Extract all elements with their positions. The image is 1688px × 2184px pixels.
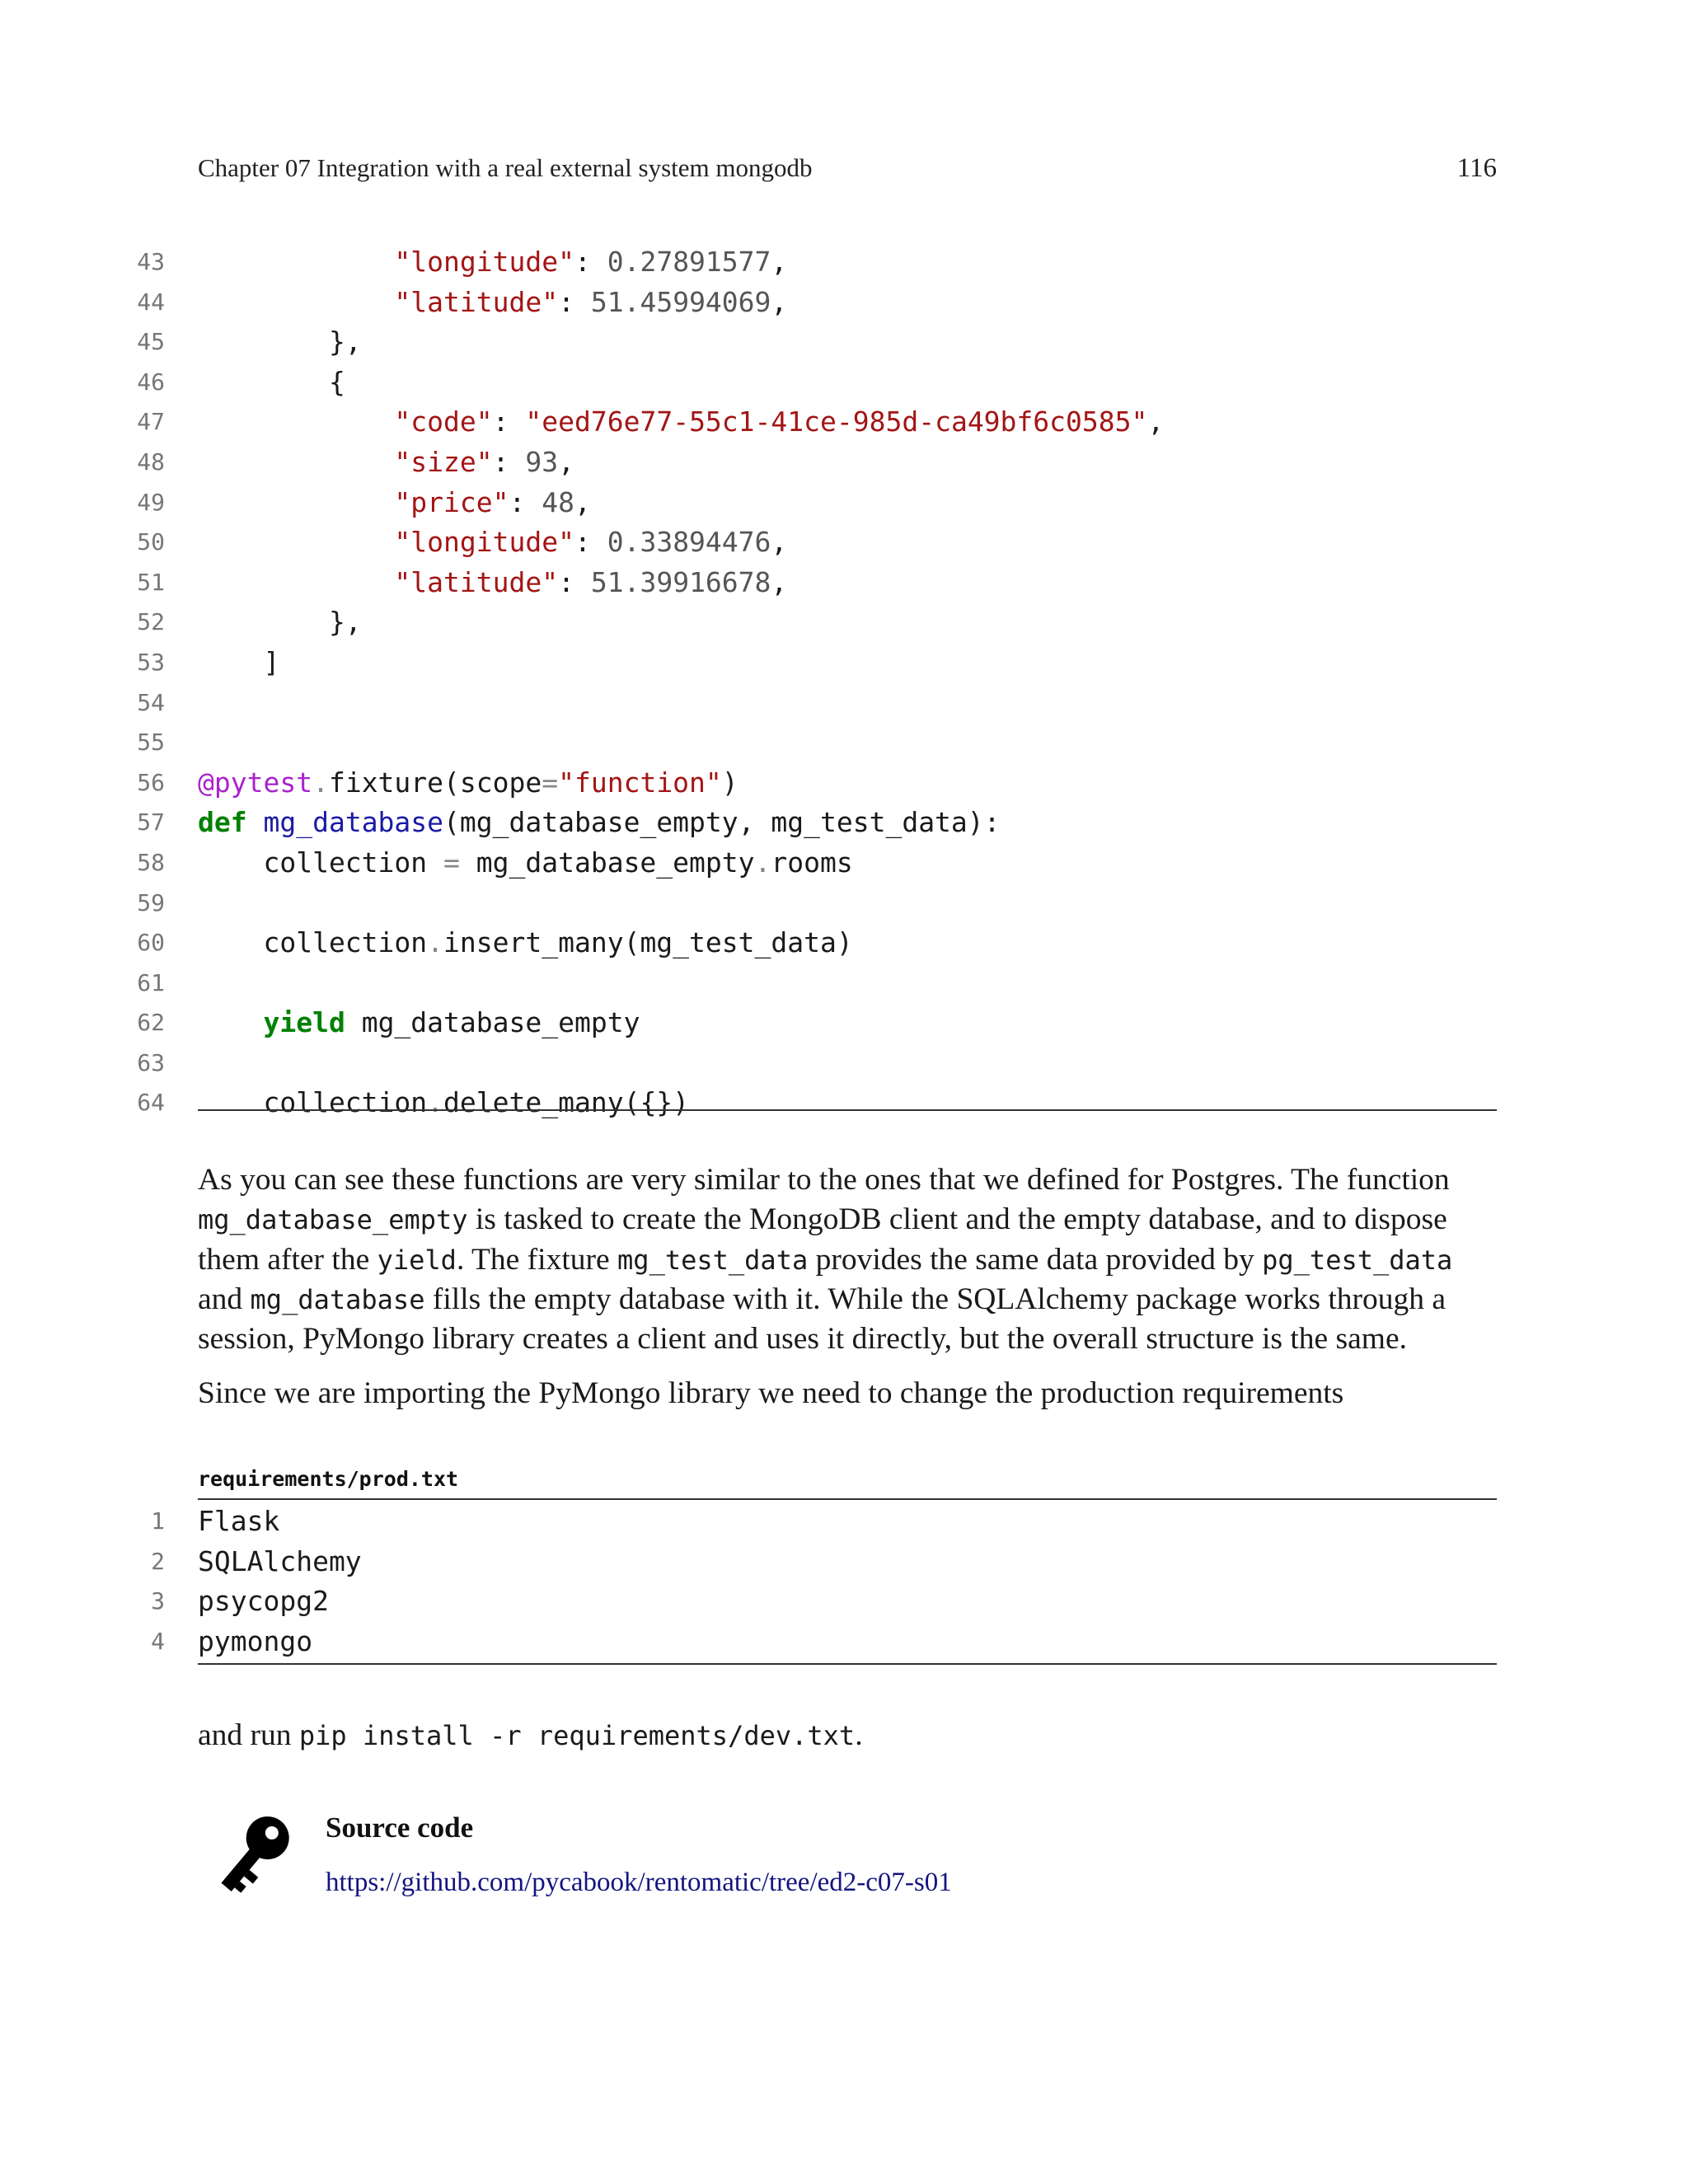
paragraph-text: Since we are importing the PyMongo library we need to change the production requirements	[198, 1376, 1344, 1410]
code-text: "size": 93,	[394, 445, 575, 478]
line-number: 55	[137, 729, 165, 757]
line-number: 52	[137, 608, 165, 636]
line-number: 59	[137, 888, 165, 916]
line-number: 58	[137, 848, 165, 876]
code-line	[0, 1083, 1497, 1123]
inline-code: pg_test_data	[1262, 1244, 1453, 1276]
code-text: collection.delete_many({})	[198, 1086, 690, 1119]
inline-code: yield	[377, 1244, 457, 1276]
paragraph-text: and	[198, 1282, 251, 1316]
code-text: },	[198, 326, 362, 359]
paragraph-text: is tasked to create the MongoDB client and the empty database, and to dispose them after the	[198, 1202, 1447, 1277]
paragraph-text: fills the empty database with it. While the SQLAlchemy package works through a session, PyMongo library creates a client and uses it directly, but the overall structure is the same.	[198, 1282, 1447, 1357]
code-text: "price": 48,	[394, 485, 591, 518]
code-text: collection = mg_database_empty.rooms	[198, 846, 853, 879]
code-line	[0, 683, 1497, 724]
line-number: 1	[151, 1507, 165, 1535]
line-number: 48	[137, 448, 165, 476]
code-line	[0, 523, 1497, 563]
code-line	[0, 803, 1497, 843]
paragraph-run-install	[198, 1716, 1500, 1755]
line-number: 49	[137, 488, 165, 516]
code-line	[0, 563, 1497, 603]
line-number: 44	[137, 288, 165, 316]
code-block-bottom-rule	[198, 1663, 1497, 1665]
line-number: 54	[137, 688, 165, 716]
code-line	[0, 843, 1497, 883]
code-line	[0, 763, 1497, 804]
code-line	[0, 963, 1497, 1004]
line-number: 3	[151, 1587, 165, 1615]
code-line	[0, 643, 1497, 683]
code-text: Flask	[198, 1505, 280, 1537]
code-text: "code": "eed76e77-55c1-41ce-985d-ca49bf6c0585",	[394, 405, 1165, 438]
code-line	[0, 723, 1497, 763]
code-text: ]	[198, 645, 280, 678]
line-number: 50	[137, 528, 165, 556]
line-number: 57	[137, 808, 165, 837]
code-text: "latitude": 51.45994069,	[394, 285, 788, 318]
line-number: 63	[137, 1048, 165, 1076]
page-number: 116	[1456, 153, 1497, 183]
paragraph-text: . The fixture	[456, 1242, 618, 1277]
code-line	[0, 363, 1497, 403]
code-text: "longitude": 0.33894476,	[394, 526, 788, 559]
code-file-caption: requirements/prod.txt	[198, 1467, 459, 1491]
code-line	[0, 322, 1497, 363]
code-text: "latitude": 51.39916678,	[394, 565, 788, 598]
code-block-bottom-rule	[198, 1109, 1497, 1111]
line-number: 53	[137, 648, 165, 676]
line-number: 61	[137, 968, 165, 996]
code-block-requirements	[0, 1502, 1497, 1661]
line-number: 46	[137, 368, 165, 396]
line-number: 47	[137, 408, 165, 436]
code-line	[0, 283, 1497, 323]
paragraph-requirements-intro	[198, 1374, 1500, 1413]
code-text: {	[198, 365, 345, 398]
paragraph-text: and run	[198, 1718, 299, 1752]
inline-code: pip install -r requirements/dev.txt	[298, 1720, 856, 1751]
line-number: 60	[137, 929, 165, 957]
line-number: 2	[151, 1547, 165, 1575]
paragraph-explanation	[198, 1160, 1500, 1359]
code-line	[0, 883, 1497, 924]
code-line	[0, 443, 1497, 483]
code-text: psycopg2	[198, 1585, 329, 1618]
code-line	[0, 483, 1497, 523]
code-text: pymongo	[198, 1624, 313, 1657]
line-number: 4	[151, 1627, 165, 1655]
code-line	[0, 242, 1497, 283]
code-text: yield mg_database_empty	[263, 1006, 640, 1039]
code-text: },	[198, 606, 362, 639]
code-line	[0, 602, 1497, 643]
code-line	[0, 1003, 1497, 1043]
paragraph-text: As you can see these functions are very similar to the ones that we defined for Postgres. The function	[198, 1163, 1450, 1197]
source-code-link[interactable]: https://github.com/pycabook/rentomatic/tree/ed2-c07-s01	[326, 1868, 952, 1897]
line-number: 51	[137, 568, 165, 596]
code-text: @pytest.fixture(scope="function")	[198, 766, 738, 799]
code-text: collection.insert_many(mg_test_data)	[198, 926, 853, 959]
chapter-title: Chapter 07 Integration with a real external system mongodb	[198, 153, 813, 182]
tip-title: Source code	[326, 1811, 474, 1844]
code-line	[0, 1043, 1497, 1084]
code-line	[0, 923, 1497, 963]
line-number: 64	[137, 1089, 165, 1117]
inline-code: mg_database_empty	[198, 1204, 468, 1236]
code-text: def mg_database(mg_database_empty, mg_test_data):	[198, 806, 1001, 839]
code-block-fixture	[0, 242, 1497, 1123]
line-number: 43	[137, 248, 165, 275]
source-code-tip	[198, 1797, 1497, 1912]
code-line	[0, 1502, 1497, 1542]
code-line	[0, 402, 1497, 443]
key-icon	[213, 1808, 295, 1900]
inline-code: mg_test_data	[617, 1244, 809, 1276]
line-number: 45	[137, 328, 165, 356]
code-line	[0, 1582, 1497, 1622]
line-number: 56	[137, 768, 165, 796]
page-header	[198, 153, 1497, 184]
code-line	[0, 1542, 1497, 1582]
code-block-top-rule	[198, 1498, 1497, 1500]
paragraph-text: .	[855, 1718, 863, 1752]
code-line	[0, 1622, 1497, 1662]
code-text: SQLAlchemy	[198, 1544, 362, 1577]
inline-code: mg_database	[250, 1283, 425, 1315]
paragraph-text: provides the same data provided by	[808, 1242, 1263, 1277]
line-number: 62	[137, 1009, 165, 1037]
code-text: "longitude": 0.27891577,	[394, 246, 788, 278]
